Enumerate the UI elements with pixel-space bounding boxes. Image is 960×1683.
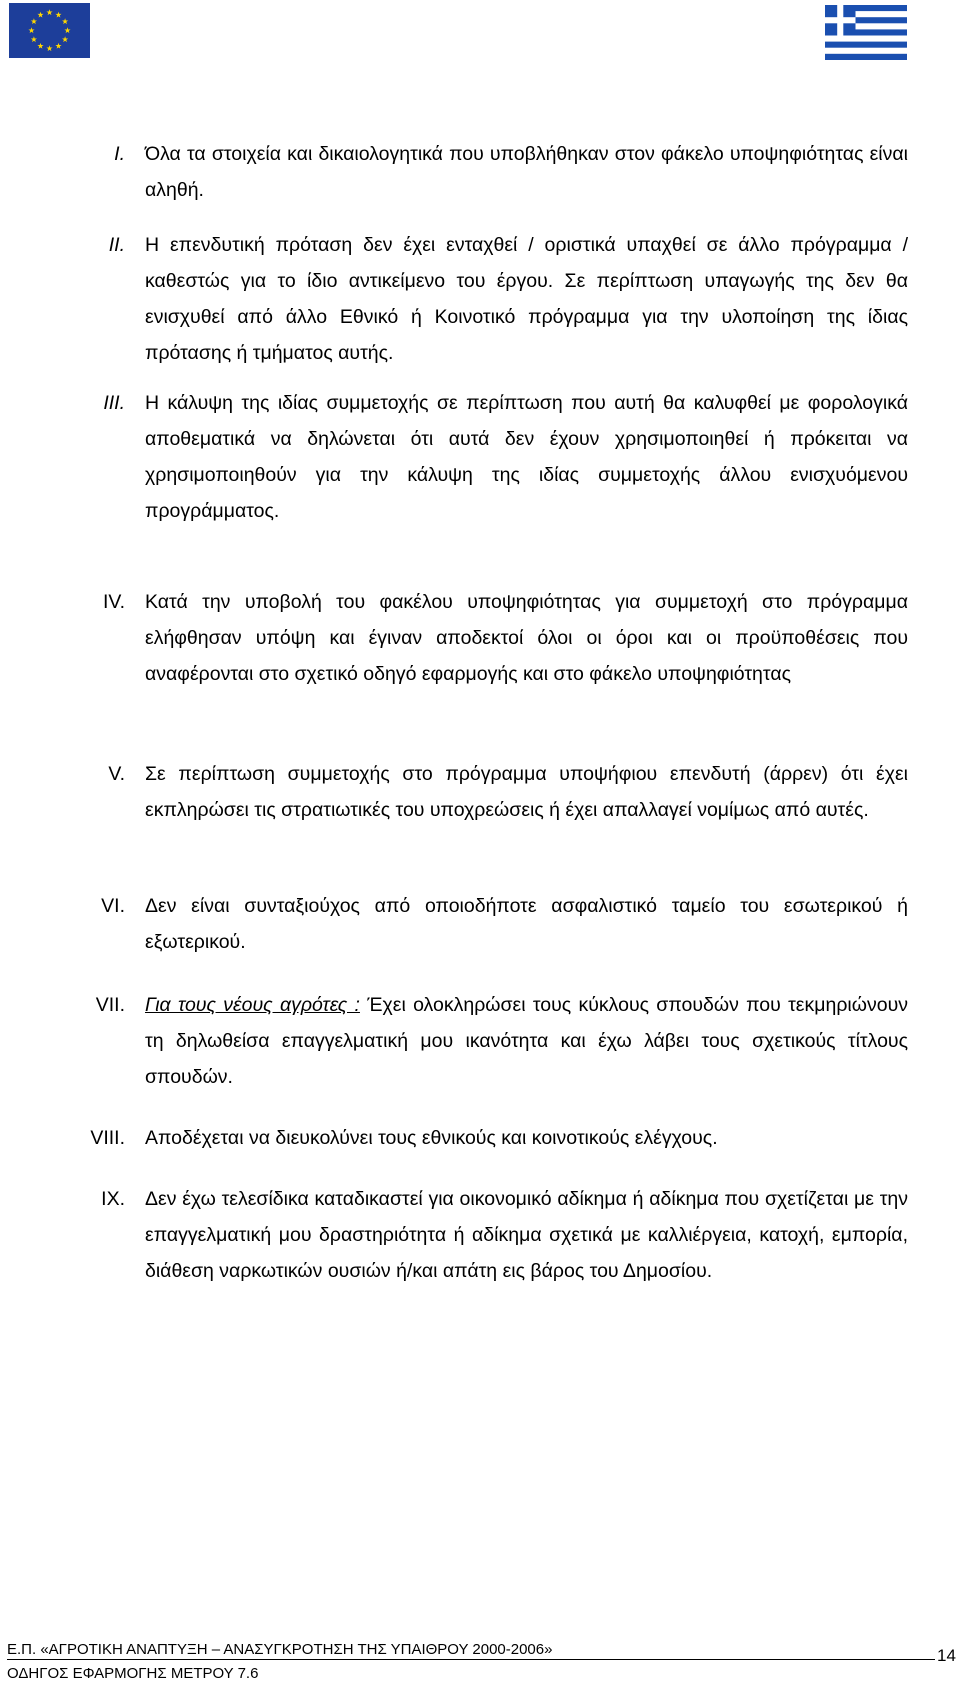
page-number: 14	[937, 1646, 956, 1665]
footer-title: Ε.Π. «ΑΓΡΟΤΙΚΗ ΑΝΑΠΤΥΞΗ – ΑΝΑΣΥΓΚΡΟΤΗΣΗ ΤΗΣ ΥΠΑΙΘΡΟΥ 2000-2006»	[7, 1641, 553, 1658]
item-numeral: IX.	[101, 1188, 125, 1210]
item-numeral: II.	[108, 234, 125, 256]
item-numeral: IV.	[102, 591, 125, 613]
item-numeral: VI.	[101, 895, 125, 917]
item-lead: Για τους νέους αγρότες :	[145, 994, 360, 1016]
footer-divider	[7, 1659, 935, 1660]
greek-flag-logo	[825, 5, 907, 60]
item-body: Έχει ολοκληρώσει τους κύκλους σπουδών που τεκμηριώνουν τη δηλωθείσα επαγγελματική μου ικανότητα και έχω λάβει τους σχετικούς τίτλους σπουδών.	[145, 994, 908, 1088]
item-text: Η επενδυτική πρόταση δεν έχει ενταχθεί / οριστικά υπαχθεί σε άλλο πρόγραμμα / καθεστώς για το ίδιο αντικείμενο του έργου. Σε περίπτωση υπαγωγής της δεν θα ενισχυθεί από άλλο Εθνικό ή Κοινοτικό πρόγραμμα για την υλοποίηση της ίδιας πρότασης ή τμήματος αυτής.	[145, 234, 908, 364]
item-text: Δεν έχω τελεσίδικα καταδικαστεί για οικονομικό αδίκημα ή αδίκημα που σχετίζεται με την επαγγελματική μου δραστηριότητα ή αδίκημα σχετικά με καλλιέργεια, κατοχή, εμπορία, διάθεση ναρκωτικών ουσιών ή/και απάτη εις βάρος του Δημοσίου.	[145, 1188, 908, 1282]
item-numeral: V.	[108, 763, 125, 785]
footer-subtitle: ΟΔΗΓΟΣ ΕΦΑΡΜΟΓΗΣ ΜΕΤΡΟΥ 7.6	[7, 1665, 259, 1682]
item-numeral: III.	[103, 392, 125, 414]
item-numeral: I.	[114, 143, 125, 165]
item-text: Σε περίπτωση συμμετοχής στο πρόγραμμα υποψήφιου επενδυτή (άρρεν) ότι έχει εκπληρώσει τις στρατιωτικές του υποχρεώσεις ή έχει απαλλαγεί νομίμως από αυτές.	[145, 763, 908, 821]
item-text: Η κάλυψη της ιδίας συμμετοχής σε περίπτωση που αυτή θα καλυφθεί με φορολογικά αποθεματικά να δηλώνεται ότι αυτά δεν έχουν χρησιμοποιηθεί ή πρόκειται να χρησιμοποιηθούν για την κάλυψη της ιδίας συμμετοχής άλλου ενισχυόμενου προγράμματος.	[145, 392, 908, 522]
item-text: Κατά την υποβολή του φακέλου υποψηφιότητας για συμμετοχή στο πρόγραμμα ελήφθησαν υπόψη και έγιναν αποδεκτοί όλοι οι όροι και οι προϋποθέσεις που αναφέρονται στο σχετικό οδηγό εφαρμογής και στο φάκελο υποψηφιότητας	[145, 591, 908, 685]
item-text	[145, 987, 908, 1095]
item-text: Όλα τα στοιχεία και δικαιολογητικά που υποβλήθηκαν στον φάκελο υποψηφιότητας είναι αληθή.	[145, 143, 908, 201]
item-text: Αποδέχεται να διευκολύνει τους εθνικούς και κοινοτικούς ελέγχους.	[145, 1127, 718, 1149]
item-numeral: VIII.	[90, 1127, 125, 1149]
item-numeral: VII.	[95, 994, 125, 1016]
item-text: Δεν είναι συνταξιούχος από οποιοδήποτε ασφαλιστικό ταμείο του εσωτερικού ή εξωτερικού.	[145, 895, 908, 953]
eu-flag-logo	[9, 3, 90, 58]
